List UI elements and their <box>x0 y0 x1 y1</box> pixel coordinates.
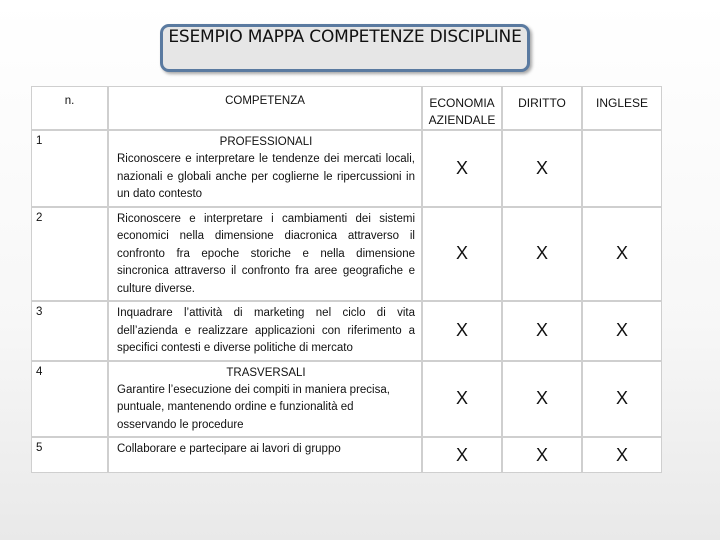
table-row <box>31 207 662 302</box>
competence-cell <box>108 207 422 302</box>
mark-diritto: X <box>502 207 582 302</box>
mark-inglese: X <box>582 361 662 438</box>
mark-economia-aziendale: X <box>422 130 502 207</box>
row-number: 1 <box>31 130 108 207</box>
header-inglese: INGLESE <box>582 86 662 130</box>
row-number: 5 <box>31 437 108 473</box>
category-label: PROFESSIONALI <box>219 136 313 148</box>
competence-cell <box>108 437 422 473</box>
header-row <box>31 86 662 130</box>
row-number: 3 <box>31 301 108 361</box>
header-competenza: COMPETENZA <box>108 86 422 130</box>
table-row <box>31 130 662 207</box>
header-num: n. <box>31 86 108 130</box>
competence-cell <box>108 361 422 438</box>
mark-economia-aziendale: X <box>422 301 502 361</box>
category-label: TRASVERSALI <box>226 366 306 379</box>
table-row <box>31 301 662 361</box>
header-economia-aziendale: ECONOMIA AZIENDALE <box>422 86 502 130</box>
table-row <box>31 361 662 438</box>
mark-inglese <box>582 130 662 207</box>
mark-inglese: X <box>582 301 662 361</box>
mark-economia-aziendale: X <box>422 207 502 302</box>
mark-inglese: X <box>582 437 662 473</box>
mark-economia-aziendale: X <box>422 437 502 473</box>
mark-diritto: X <box>502 361 582 438</box>
row-number: 4 <box>31 361 108 438</box>
competence-text: Riconoscere e interpretare le tendenze dei mercati locali, nazionali e globali anche per coglierne le ripercussioni in un dato contesto <box>117 153 415 200</box>
mark-inglese: X <box>582 207 662 302</box>
mark-economia-aziendale: X <box>422 361 502 438</box>
competence-table <box>31 86 662 473</box>
competence-text: Inquadrare l’attività di marketing nel ciclo di vita dell’azienda e realizzare applicazioni con riferimento a specifici contesti e diverse politiche di mercato <box>117 307 415 354</box>
competence-cell <box>108 301 422 361</box>
mark-diritto: X <box>502 437 582 473</box>
page-title: ESEMPIO MAPPA COMPETENZE DISCIPLINE <box>160 24 530 72</box>
competence-cell <box>108 130 422 207</box>
competence-text: Garantire l’esecuzione dei compiti in maniera precisa, puntuale, mantenendo ordine e funzionalità ed osservando le procedure <box>117 383 390 431</box>
mark-diritto: X <box>502 301 582 361</box>
mark-diritto: X <box>502 130 582 207</box>
competence-text: Collaborare e partecipare ai lavori di gruppo <box>117 443 341 455</box>
row-number: 2 <box>31 207 108 302</box>
table-row <box>31 437 662 473</box>
header-diritto: DIRITTO <box>502 86 582 130</box>
competence-text: Riconoscere e interpretare i cambiamenti dei sistemi economici nella dimensione diacronica attraverso il confronto fra epoche storiche e nella dimensione sincronica attraverso il confronto fra aree geografiche e culture diverse. <box>117 212 415 295</box>
